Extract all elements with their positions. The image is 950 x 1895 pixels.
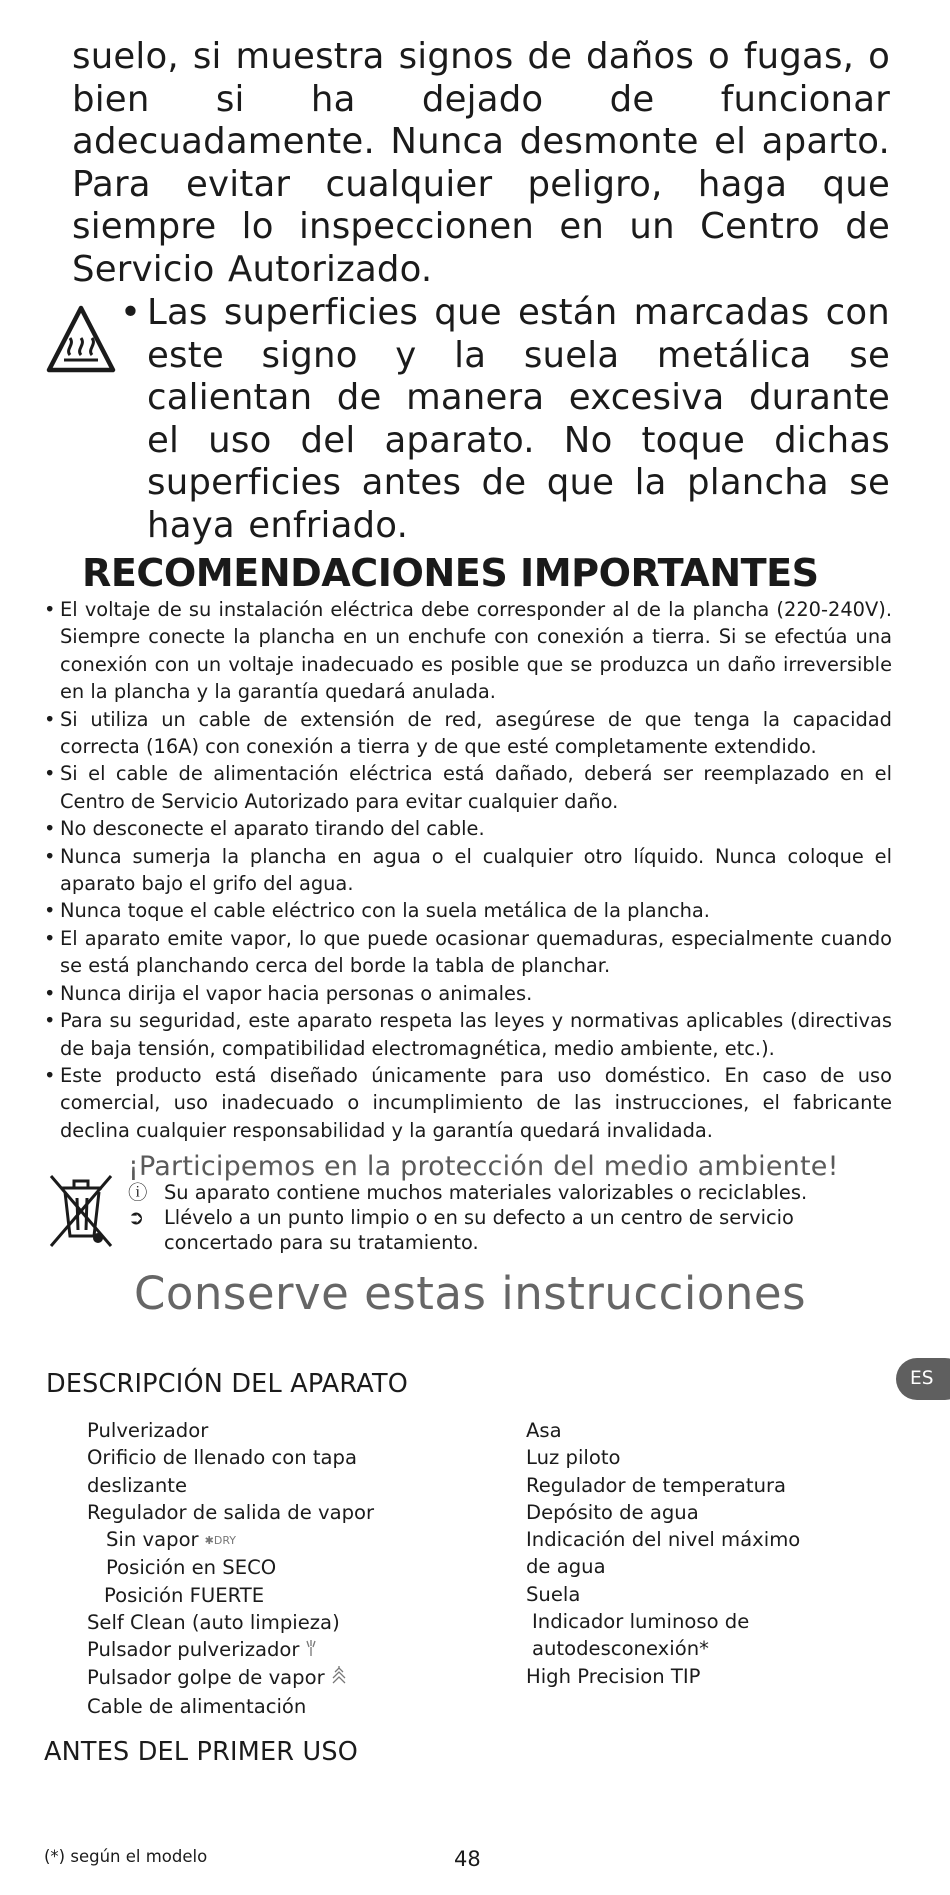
dry-icon: ✱DRY: [204, 1534, 236, 1548]
list-item: Regulador de salida de vapor: [87, 1500, 375, 1524]
list-item: Posición FUERTE: [104, 1583, 265, 1607]
section-heading: RECOMENDACIONES IMPORTANTES: [82, 551, 819, 596]
hot-surface-warning-icon: [46, 305, 116, 375]
environment-info-line: ⓘ Su aparato contiene muchos materiales valorizables o reciclables.: [128, 1181, 808, 1204]
description-right-column: [526, 1417, 886, 1690]
list-item: de agua: [526, 1555, 606, 1579]
list-item: • El aparato emite vapor, lo que puede ocasionar quemaduras, especialmente cuando se está planchando cerca del borde la tabla de planchar.: [44, 926, 892, 978]
footnote: (*) según el modelo: [44, 1847, 208, 1866]
intro-paragraph: suelo, si muestra signos de daños o fugas, o bien si ha dejado de funcionar adecuadamente. Nunca desmonte el aparto. Para evitar cualquier peligro, haga que siempre lo inspeccionen en un Centro de Servicio Autorizado.: [72, 36, 890, 290]
list-item: autodesconexión*: [532, 1637, 709, 1661]
steam-burst-icon: [331, 1665, 347, 1692]
list-item: Indicador luminoso de: [532, 1610, 750, 1634]
list-item: • Si utiliza un cable de extensión de red, asegúrese de que tenga la capacidad correcta (16A) con conexión a tierra y de que esté completamente extendido.: [44, 707, 892, 759]
list-item: Orificio de llenado con tapa: [87, 1446, 357, 1470]
language-tab: ES: [896, 1358, 950, 1400]
list-item: Pulsador pulverizador: [87, 1636, 487, 1664]
list-item: • Si el cable de alimentación eléctrica está dañado, deberá ser reemplazado en el Centro de Servicio Autorizado para evitar cualquier daño.: [44, 762, 892, 813]
hot-surface-text: Las superficies que están marcadas con este signo y la suela metálica se calientan de manera excesiva durante el uso del aparato. No toque dichas superficies antes de que la plancha se haya enfriado.: [147, 292, 890, 546]
list-item: Indicación del nivel máximo: [526, 1528, 801, 1552]
list-item: • Para su seguridad, este aparato respeta las leyes y normativas aplicables (directivas de baja tensión, compatibilidad electromagnética, medio ambiente, etc.).: [44, 1009, 892, 1060]
list-item: Posición en SECO: [106, 1556, 277, 1580]
list-item: Self Clean (auto limpieza): [87, 1610, 340, 1634]
list-item: Luz piloto: [526, 1446, 621, 1470]
list-item: Sin vapor ✱DRY: [106, 1528, 236, 1552]
conserve-instructions: Conserve estas instrucciones: [133, 1267, 807, 1320]
recommendations-list: [42, 596, 892, 1144]
list-item: • Nunca dirija el vapor hacia personas o animales.: [44, 981, 533, 1005]
arrow-icon: ➲: [128, 1206, 145, 1229]
list-item: • Este producto está diseñado únicamente para uso doméstico. En caso de uso comercial, uso inadecuado o incumplimiento de las instrucciones, el fabricante declina cualquier responsabilidad y la garantía quedará invalidada.: [44, 1063, 892, 1142]
info-icon: ⓘ: [128, 1181, 148, 1204]
section-title: ANTES DEL PRIMER USO: [44, 1737, 359, 1767]
bullet: •: [120, 292, 141, 333]
list-item: Cable de alimentación: [87, 1694, 307, 1718]
environment-arrow-line: ➲ Llévelo a un punto limpio o en su defecto a un centro de servicio: [128, 1206, 794, 1229]
list-item: Suela: [526, 1582, 581, 1606]
list-item: High Precision TIP: [526, 1664, 701, 1688]
list-item: • No desconecte el aparato tirando del cable.: [44, 817, 485, 841]
list-item: Pulverizador: [87, 1419, 209, 1442]
list-item: Regulador de temperatura: [526, 1473, 787, 1497]
list-item: • El voltaje de su instalación eléctrica debe corresponder al de la plancha (220-240V). Siempre conecte la plancha en un enchufe con conexión a tierra. Si se efectúa una conexión con un voltaje inadecuado es posible que se produzca un daño irreversible en la plancha y la garantía quedará anulada.: [44, 598, 892, 704]
list-item: Pulsador golpe de vapor: [87, 1664, 487, 1692]
page-number: 48: [454, 1847, 481, 1871]
environment-arrow-line-continued: concertado para su tratamiento.: [164, 1231, 479, 1254]
list-item: Asa: [526, 1419, 562, 1442]
environment-title: ¡Participemos en la protección del medio ambiente!: [128, 1151, 839, 1182]
list-item: • Nunca sumerja la plancha en agua o el cualquier otro líquido. Nunca coloque el aparato bajo el grifo del agua.: [44, 844, 892, 896]
crossed-out-bin-icon: [46, 1170, 116, 1252]
list-item: Depósito de agua: [526, 1500, 699, 1524]
list-item: deslizante: [87, 1473, 188, 1497]
description-left-column: [87, 1417, 487, 1720]
spray-icon: [305, 1637, 317, 1664]
list-item: • Nunca toque el cable eléctrico con la suela metálica de la plancha.: [44, 899, 710, 923]
description-title: DESCRIPCIÓN DEL APARATO: [46, 1369, 409, 1399]
